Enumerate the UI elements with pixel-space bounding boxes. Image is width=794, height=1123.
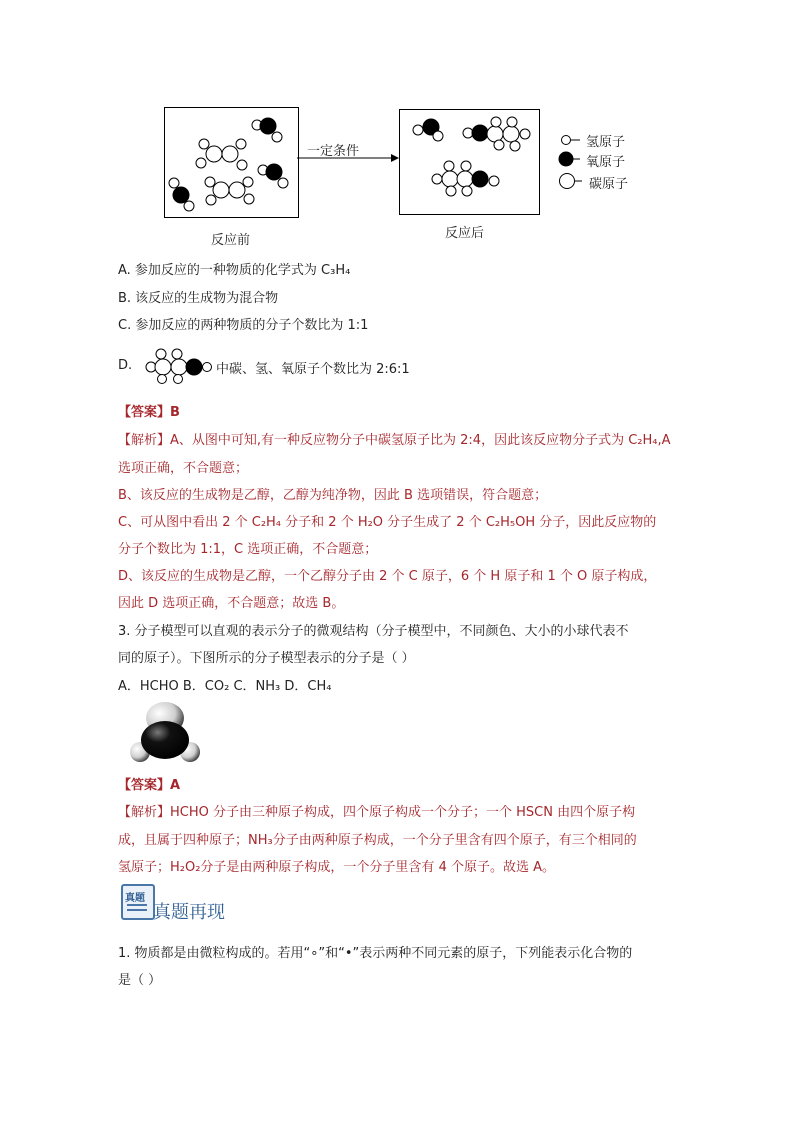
legend-oxygen-label: 氧原子 [586, 155, 626, 170]
legend-icons [558, 132, 588, 192]
q2-option-b: B. 该反应的生成物为混合物 [118, 291, 279, 306]
q2-analysis-line-7: 因此 D 选项正确，不合题意；故选 B。 [118, 596, 345, 611]
before-reaction-caption: 反应前 [211, 233, 251, 248]
q1-stem-line-1: 1. 物质都是由微粒构成的。若用“∘”和“•”表示两种不同元素的原子，下列能表示化合物的 [118, 946, 633, 961]
carbon-atom-icon [560, 174, 575, 189]
exam-section-icon-text: 真题 [125, 893, 145, 904]
exam-section-icon [121, 884, 155, 920]
before-reaction-box [164, 107, 299, 218]
q3-analysis-line-3: 氢原子；H₂O₂分子是由两种原子构成，一个分子里含有 4 个原子。故选 A。 [118, 860, 555, 875]
q3-options: A．HCHO B．CO₂ C．NH₃ D．CH₄ [118, 679, 332, 694]
q2-analysis-line-5: 分子个数比为 1:1，C 选项正确，不合题意； [118, 542, 378, 557]
q3-analysis-line-2: 成，且属于四种原子；NH₃分子由两种原子构成，一个分子里含有四个原子，有三个相同的 [118, 833, 637, 848]
ethanol-molecule-icon [143, 346, 215, 384]
q3-stem-line-1: 3. 分子模型可以直观的表示分子的微观结构（分子模型中，不同颜色、大小的小球代表不 [118, 624, 629, 639]
after-reaction-box [399, 109, 540, 215]
oxygen-atom-icon [559, 152, 573, 166]
q1-stem-line-2: 是（ ） [118, 973, 162, 988]
arrow-condition-label: 一定条件 [307, 144, 360, 159]
q2-answer: 【答案】B [118, 405, 180, 420]
q2-analysis-line-3: B、该反应的生成物是乙醇，乙醇为纯净物，因此 B 选项错误，符合题意； [118, 488, 548, 503]
q2-analysis-line-6: D、该反应的生成物是乙醇，一个乙醇分子由 2 个 C 原子，6 个 H 原子和 1 个 O 原子构成， [118, 569, 657, 584]
q2-analysis-line-1: 【解析】A、从图中可知,有一种反应物分子中碳氢原子比为 2:4，因此该反应物分子式为 C₂H₄,A [118, 433, 671, 448]
after-reaction-caption: 反应后 [445, 226, 485, 241]
q3-answer: 【答案】A [118, 778, 181, 793]
before-molecules-illustration [165, 108, 298, 217]
section-title: 真题再现 [153, 902, 225, 923]
hydrogen-atom-icon [562, 136, 571, 145]
ball-model-molecule-image [126, 700, 204, 764]
legend-carbon-label: 碳原子 [589, 177, 629, 192]
q2-option-a: A. 参加反应的一种物质的化学式为 C₃H₄ [118, 263, 351, 278]
q3-analysis-line-1: 【解析】HCHO 分子由三种原子构成，四个原子构成一个分子；一个 HSCN 由四个原子构 [118, 805, 636, 820]
q2-option-c: C. 参加反应的两种物质的分子个数比为 1:1 [118, 318, 369, 333]
q2-analysis-line-4: C、可从图中看出 2 个 C₂H₄ 分子和 2 个 H₂O 分子生成了 2 个 C₂H₅OH 分子，因此反应物的 [118, 515, 657, 530]
after-molecules-illustration [400, 110, 539, 214]
q3-stem-line-2: 同的原子）。下图所示的分子模型表示的分子是（ ） [118, 651, 415, 666]
q2-option-d-prefix: D. [118, 358, 133, 373]
q2-option-d-text: 中碳、氢、氧原子个数比为 2:6:1 [216, 362, 410, 377]
q2-analysis-line-2: 选项正确，不合题意； [118, 461, 249, 476]
legend-hydrogen-label: 氢原子 [586, 135, 626, 150]
